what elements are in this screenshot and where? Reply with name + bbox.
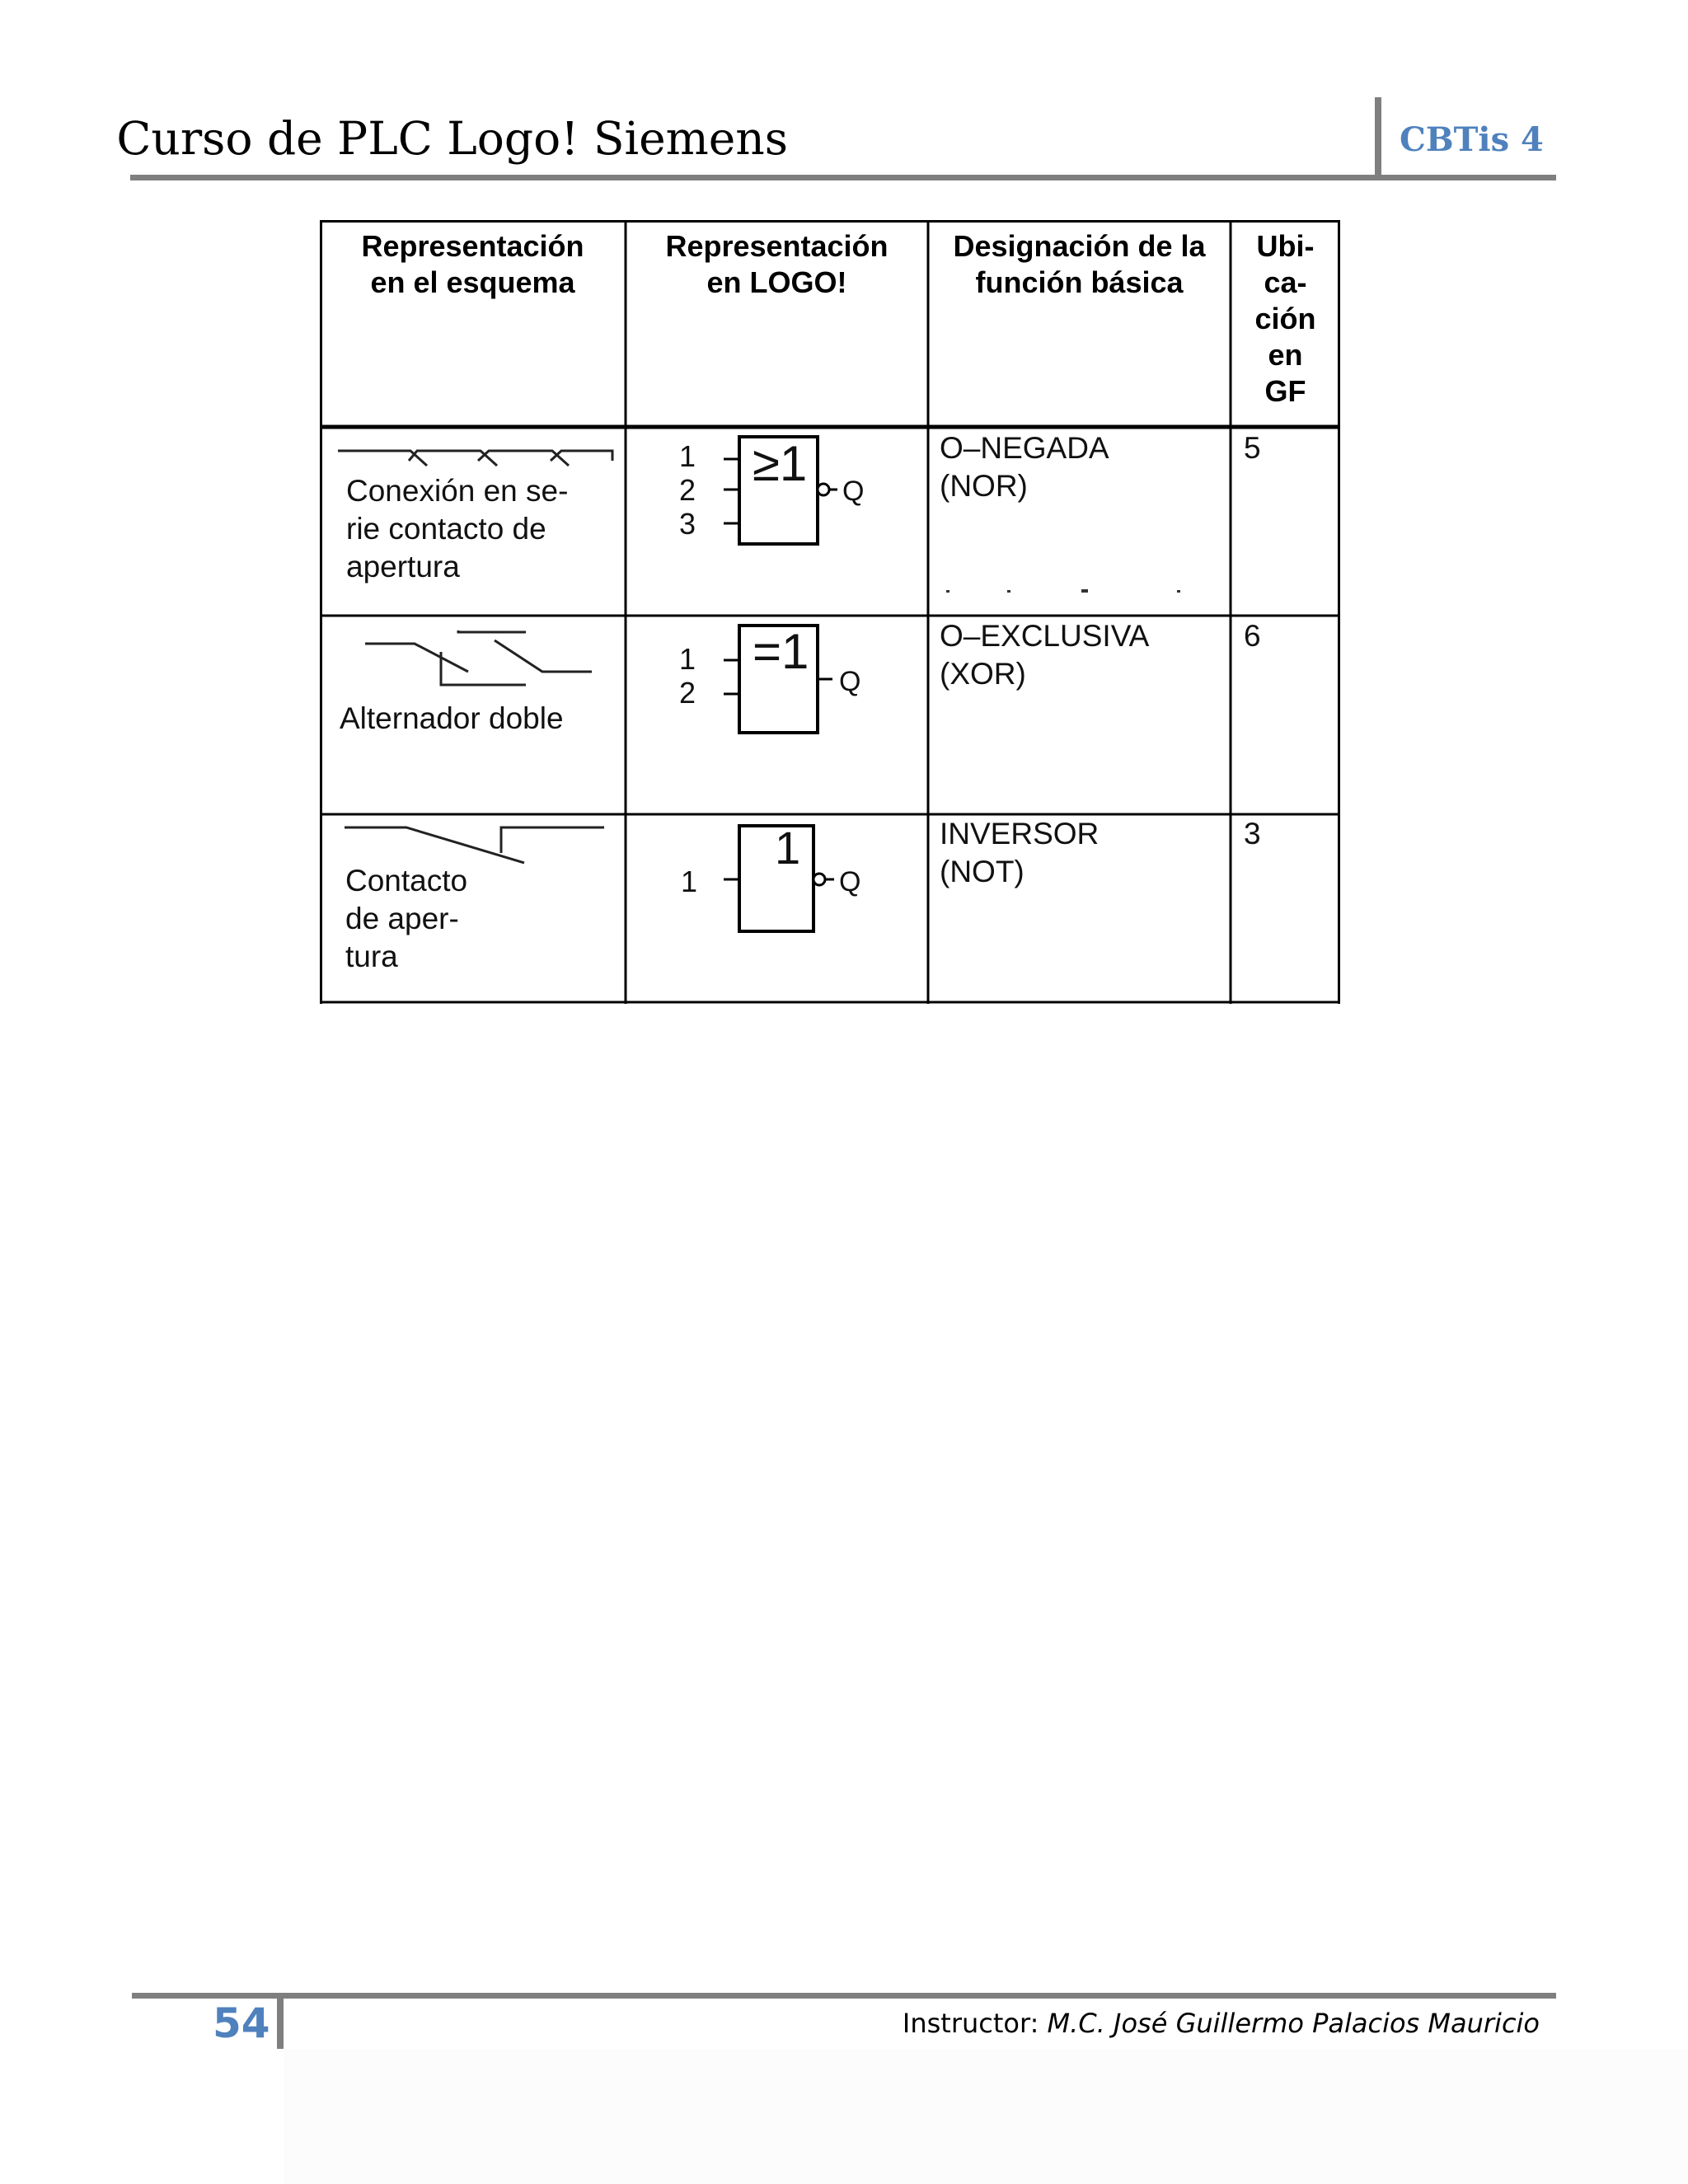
page-bottom-shade [284, 2049, 1688, 2184]
table-grid [320, 220, 1340, 1004]
not-block-label: 1 [775, 822, 801, 874]
nor-block-label: ≥1 [753, 436, 808, 491]
row2-inputs: 1 2 [679, 642, 696, 710]
row3-output: Q [839, 866, 861, 898]
nc-contact-symbol [345, 827, 604, 863]
col-header-logo: Representación en LOGO! [665, 229, 889, 299]
col-header-schema: Representación en el esquema [361, 229, 584, 299]
instructor-credit [903, 2004, 1540, 2042]
row2-location: 6 [1244, 619, 1261, 653]
row2-output: Q [839, 666, 861, 697]
header-separator [1375, 97, 1381, 178]
row3-designation: INVERSOR (NOT) [940, 817, 1100, 888]
document-title: Curso de PLC Logo! Siemens [116, 112, 788, 165]
row1-location: 5 [1244, 431, 1261, 465]
instructor-label: Instructor: [902, 2008, 1048, 2039]
school-brand: CBTis 4 [1400, 120, 1544, 159]
row3-location: 3 [1244, 817, 1261, 851]
logic-functions-table [320, 220, 1340, 1004]
row1-inputs: 1 2 3 [679, 439, 696, 541]
page-number: 54 [213, 1999, 270, 2047]
col-header-designation: Designación de la función básica [953, 229, 1206, 299]
row1-schema-label: Conexión en se- rie contacto de apertura [346, 474, 569, 583]
instructor-name: M.C. José Guillermo Palacios Mauricio [1047, 2008, 1540, 2039]
xor-block-label: =1 [753, 624, 809, 679]
row3-schema-label: Contacto de aper- tura [345, 864, 468, 973]
series-nc-contacts-symbol [338, 451, 612, 466]
row2-designation: O–EXCLUSIVA (XOR) [940, 619, 1150, 691]
scan-artifact [946, 589, 1180, 593]
footer-rule [132, 1993, 1556, 1999]
row1-designation: O–NEGADA (NOR) [940, 431, 1109, 503]
row3-inputs: 1 [681, 865, 698, 898]
col-header-location: Ubi- ca- ción en GF [1254, 229, 1316, 408]
double-changeover-symbol [365, 630, 592, 685]
row2-schema-label: Alternador doble [340, 701, 564, 735]
row1-output: Q [842, 476, 865, 507]
footer-separator [277, 1993, 284, 2049]
header-rule [130, 175, 1556, 180]
